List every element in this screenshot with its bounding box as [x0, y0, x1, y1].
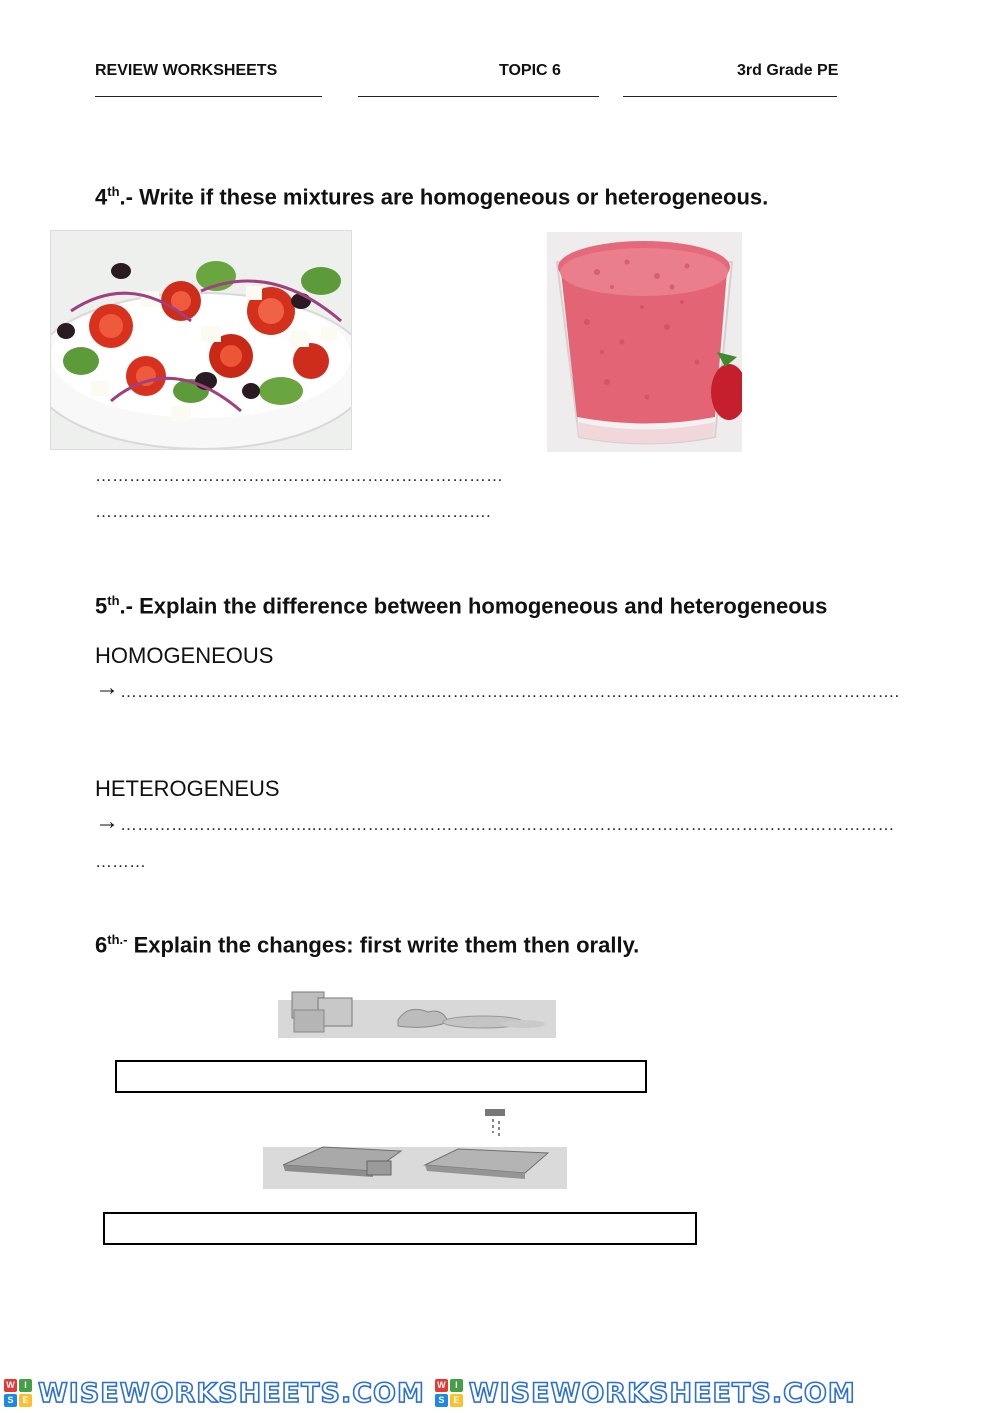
melting-chocolate-illustration — [263, 1107, 567, 1189]
salad-image — [50, 230, 352, 450]
q4-suffix: th — [107, 184, 120, 199]
homogeneous-answer-line[interactable]: ………………………………………………..………………………………………………………………………. — [120, 682, 900, 701]
heterogeneous-label: HETEROGENEUS — [95, 776, 280, 801]
answer-box-2[interactable] — [103, 1212, 697, 1245]
question-5-title — [95, 593, 827, 619]
melting-chocolate-image — [263, 1107, 567, 1189]
heterogeneous-answer-line-continued[interactable]: ……… — [95, 852, 146, 871]
header-center: TOPIC 6 — [499, 62, 561, 79]
q4-text: .- Write if these mixtures are homogeneous or heterogeneous. — [119, 184, 769, 210]
question-4-title — [95, 184, 768, 210]
q4-answer-line-2[interactable]: ……………………………………………………………. — [95, 502, 491, 521]
q6-text: Explain the changes: first write them then orally. — [127, 932, 640, 958]
brand-logo-icon: W I S E — [435, 1379, 465, 1409]
heterogeneous-answer-line[interactable]: ……………………………..………………………………………………………………………………………… — [120, 815, 895, 834]
q6-suffix: th.- — [107, 932, 128, 947]
smoothie-image — [547, 232, 742, 452]
q6-number: 6 — [95, 932, 108, 958]
answer-box-1[interactable] — [115, 1060, 647, 1093]
q5-text: .- Explain the difference between homogeneous and heterogeneous — [119, 593, 828, 619]
header-underline-3 — [623, 96, 837, 97]
footer-watermark — [0, 1374, 1000, 1413]
smoothie-illustration — [547, 232, 742, 452]
header-right: 3rd Grade PE — [737, 62, 839, 79]
melting-ice-image — [278, 990, 556, 1038]
header-underline-2 — [358, 96, 599, 97]
footer-brand-text: WISEWORKSHEETS.COM — [468, 1378, 856, 1409]
homogeneous-label: HOMOGENEOUS — [95, 643, 274, 668]
arrow-icon: → — [95, 808, 119, 835]
q5-suffix: th — [107, 593, 120, 608]
melting-ice-illustration — [278, 990, 556, 1038]
arrow-icon: → — [95, 674, 119, 701]
salad-illustration — [51, 231, 351, 449]
footer-brand-text: WISEWORKSHEETS.COM — [38, 1378, 425, 1409]
q4-answer-line-1[interactable]: ……………………………………………………………… — [95, 466, 503, 485]
q5-number: 5 — [95, 593, 108, 619]
header-underline-1 — [95, 96, 322, 97]
question-6-title — [95, 932, 639, 958]
brand-logo-icon: W I S E — [4, 1379, 34, 1409]
q4-number: 4 — [95, 184, 108, 210]
header-left: REVIEW WORKSHEETS — [95, 62, 278, 79]
footer-brand-2[interactable] — [435, 1378, 856, 1409]
footer-brand-1[interactable] — [4, 1378, 425, 1409]
